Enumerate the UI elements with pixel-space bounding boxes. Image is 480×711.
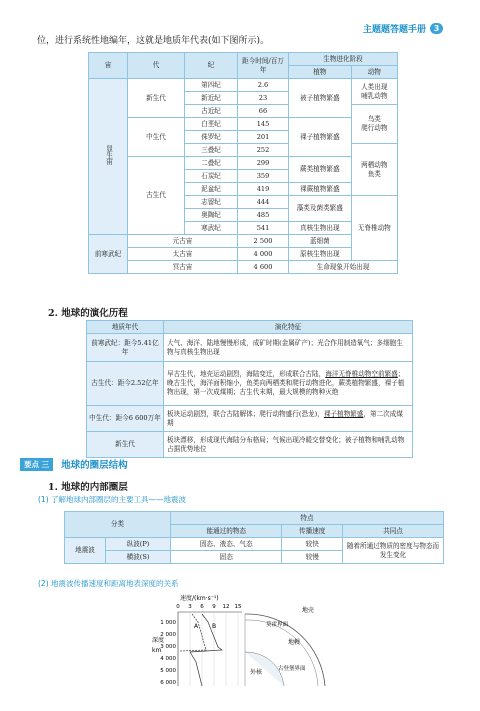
page-number: 3: [430, 23, 443, 34]
era-paleozoic: 古生代: [128, 157, 185, 235]
key-point-title: 地球的圈层结构: [61, 460, 128, 471]
period-cell: 奥陶纪: [185, 209, 238, 222]
age-cell: 中生代：距今6 600万年: [87, 406, 164, 432]
time-cell: 4 600: [238, 261, 289, 274]
age-cell: 古生代：距今2.52亿年: [87, 362, 164, 406]
curve-a-label: A: [194, 623, 199, 630]
time-cell: 66: [238, 105, 289, 118]
period-cell: 侏罗纪: [185, 131, 238, 144]
mantle-label: 地幔: [288, 639, 301, 646]
gutenberg-label: 古登堡界面: [278, 666, 306, 672]
animal-amphibian-fish: 两栖动物 鱼类: [351, 144, 397, 196]
moho-label: 莫霍界面: [266, 622, 289, 628]
section-title: 1. 地球的内部圈层: [48, 482, 128, 493]
period-cell: 第四纪: [185, 79, 238, 92]
s-wave-name: 横波(S): [106, 551, 171, 564]
time-cell: 201: [238, 131, 289, 144]
p-wave-speed: 较快: [282, 538, 343, 551]
curve-b-label: B: [212, 623, 217, 630]
y-tick: 5 000: [160, 668, 176, 674]
period-cell: 石炭纪: [185, 170, 238, 183]
col-time: 距今时间/百万年: [238, 53, 289, 79]
period-cell: 太古宙: [128, 248, 238, 261]
depth-unit: km: [152, 647, 162, 654]
time-cell: 359: [238, 170, 289, 183]
period-cell: 白垩纪: [185, 118, 238, 131]
col-plant: 植物: [289, 66, 352, 79]
period-cell: 志留纪: [185, 196, 238, 209]
x-tick: 9: [212, 604, 216, 610]
crust-label: 地壳: [302, 607, 315, 614]
plant-algae: 藻类及菌类繁盛: [289, 196, 352, 222]
key-point-tag: 要点 三: [20, 458, 53, 471]
era-mesozoic: 中生代: [128, 118, 185, 157]
col-bio: 生物进化阶段: [289, 53, 398, 66]
quake-label: 地震波: [65, 538, 106, 564]
y-tick: 6 000: [160, 680, 176, 686]
period-cell: 三叠纪: [185, 144, 238, 157]
era-cenozoic: 新生代: [128, 79, 185, 118]
plant-angiosperm: 被子植物繁盛: [289, 79, 352, 118]
time-cell: 2.6: [238, 79, 289, 92]
y-tick: 2 000: [160, 632, 176, 638]
feature-cell: 早古生代，地壳运动剧烈，海陆变迁，形成联合古陆，海洋无脊椎动物空前繁盛；晚古生代，海洋面积缩小，鱼类向两栖类和爬行动物进化，蕨类植物繁盛，裸子植物出现，第一次成煤期；古生代末期，最大规模的物种灭绝: [164, 362, 413, 406]
seismic-wave-diagram: [150, 592, 330, 692]
book-title: 主题题答题手册: [362, 25, 426, 35]
col-category: 分类: [65, 512, 171, 538]
period-cell: 二叠纪: [185, 157, 238, 170]
time-cell: 145: [238, 118, 289, 131]
plant-fern: 蕨类植物繁盛: [289, 157, 352, 183]
time-cell: 541: [238, 222, 289, 235]
col-age: 地质年代: [87, 321, 164, 334]
x-tick: 12: [222, 604, 230, 610]
plant-prokaryote: 原核生物出现: [289, 248, 352, 261]
time-cell: 444: [238, 196, 289, 209]
col-common: 共同点: [343, 525, 444, 538]
p-wave-media: 固态、液态、气态: [171, 538, 282, 551]
y-tick: 1 000: [160, 620, 176, 626]
subsection-title: (1) 了解地球内部圈层的主要工具——地震波: [38, 495, 187, 504]
period-cell: 新近纪: [185, 92, 238, 105]
time-cell: 252: [238, 144, 289, 157]
period-cell: 泥盆纪: [185, 183, 238, 196]
col-features: 特点: [171, 512, 444, 525]
period-cell: 寒武纪: [185, 222, 238, 235]
evolution-table: [86, 320, 413, 458]
time-cell: 2 500: [238, 235, 289, 248]
col-period: 纪: [185, 53, 238, 79]
subsection-title: (2) 地震波传播速度和距离地表深度的关系: [38, 579, 179, 588]
section-title: 2. 地球的演化历程: [48, 308, 128, 319]
x-tick: 15: [234, 604, 242, 610]
animal-invertebrate: 无脊椎动物: [351, 196, 397, 261]
time-cell: 419: [238, 183, 289, 196]
p-wave-name: 纵波(P): [106, 538, 171, 551]
outer-core-label: 外核: [250, 669, 263, 676]
plant-naked-fern: 裸蕨植物繁盛: [289, 183, 352, 196]
col-eon: 宙: [89, 53, 128, 79]
geologic-time-table: [88, 52, 398, 274]
x-tick: 0: [176, 604, 180, 610]
plant-cyano: 蓝细菌: [289, 235, 352, 248]
feature-cell: 板块漂移，形成现代海陆分布格局；气候出现冷暖交替变化；被子植物和哺乳动物占据优势地位: [164, 432, 413, 458]
col-era: 代: [128, 53, 185, 79]
life-origin: 生命现象开始出现: [289, 261, 398, 274]
time-cell: 23: [238, 92, 289, 105]
col-animal: 动物: [351, 66, 397, 79]
x-tick: 6: [200, 604, 204, 610]
time-cell: 299: [238, 157, 289, 170]
age-cell: 新生代: [87, 432, 164, 458]
age-cell: 前寒武纪：距今5.41亿年: [87, 334, 164, 362]
time-cell: 4 000: [238, 248, 289, 261]
y-tick: 3 000: [160, 644, 176, 650]
speed-axis-label: 速度/(km·s⁻¹): [180, 595, 219, 602]
eon-precambrian: 前寒武纪: [89, 235, 128, 274]
animal-bird-reptile: 鸟类 爬行动物: [351, 105, 397, 144]
common-text: 随着所通过物质的密度与物态而发生变化: [343, 538, 444, 564]
eon-phanerozoic: 显生宙: [89, 79, 128, 235]
seismic-wave-table: [64, 511, 444, 564]
col-media: 能通过的物态: [171, 525, 282, 538]
key-point-heading: [20, 457, 128, 471]
col-feature: 演化特征: [164, 321, 413, 334]
col-speed: 传播速度: [282, 525, 343, 538]
period-cell: 冥古宙: [128, 261, 238, 274]
plant-eukaryote: 真核生物出现: [289, 222, 352, 235]
s-wave-media: 固态: [171, 551, 282, 564]
time-cell: 485: [238, 209, 289, 222]
feature-cell: 板块运动剧烈，联合古陆解体；爬行动物盛行(恐龙)，裸子植物繁盛，第二次成煤期: [164, 406, 413, 432]
plant-gymnosperm: 裸子植物繁盛: [289, 118, 352, 157]
s-wave-speed: 较慢: [282, 551, 343, 564]
period-cell: 古近纪: [185, 105, 238, 118]
depth-label: 深度: [152, 637, 165, 644]
period-cell: 元古宙: [128, 235, 238, 248]
x-tick: 3: [188, 604, 192, 610]
page-header: [363, 22, 443, 35]
feature-cell: 大气、海洋、陆地慢慢形成，成矿时期(金属矿产)；光合作用制造氧气；多细胞生物与真核生物出现: [164, 334, 413, 362]
animal-human-mammal: 人类出现 哺乳动物: [351, 79, 397, 105]
intro-text: 位，进行系统性地编年，这就是地质年代表(如下图所示)。: [37, 36, 270, 46]
y-tick: 4 000: [160, 656, 176, 662]
